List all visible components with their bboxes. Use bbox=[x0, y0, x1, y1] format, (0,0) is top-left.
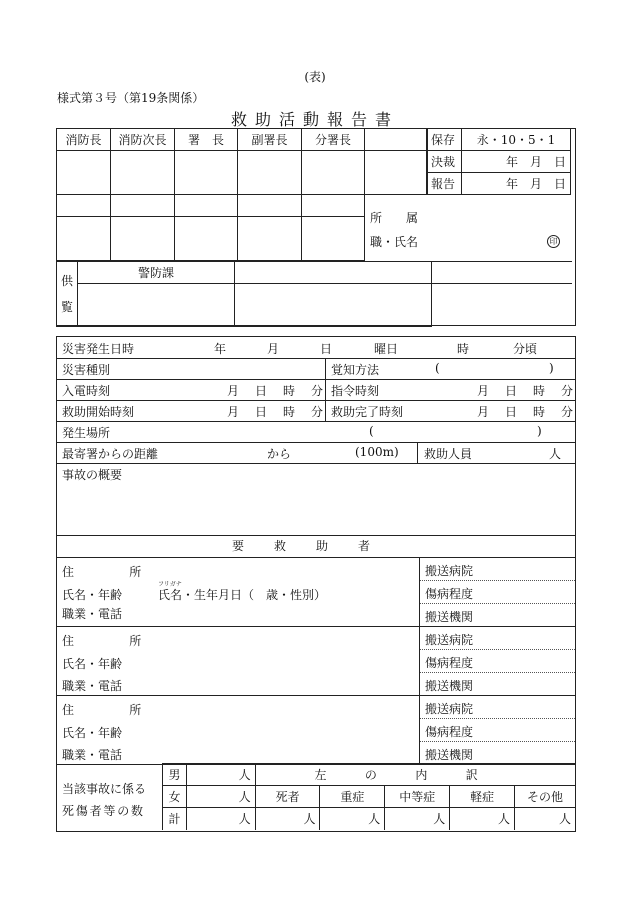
occur-year[interactable]: 年 bbox=[214, 342, 227, 356]
blank-cell bbox=[365, 195, 428, 261]
kakuchi-paren-open: ( bbox=[435, 361, 440, 375]
shozoku-label: 所 属 bbox=[370, 211, 419, 225]
type-row bbox=[57, 358, 575, 380]
t-day[interactable]: 日 bbox=[255, 405, 268, 419]
casualty-block bbox=[57, 764, 575, 831]
victims-title: 要救助者 bbox=[231, 539, 400, 553]
side-label: (表) bbox=[304, 70, 326, 84]
time-row-2 bbox=[57, 400, 575, 422]
retention-table bbox=[426, 128, 571, 195]
cat-shisha: 死者 bbox=[255, 786, 320, 808]
chutosho-count[interactable]: 人 bbox=[385, 808, 450, 830]
role-cell: 副署長 bbox=[238, 129, 302, 151]
keisho-count[interactable]: 人 bbox=[450, 808, 515, 830]
kyoran-stamp[interactable] bbox=[78, 284, 235, 327]
stamp-box[interactable] bbox=[111, 151, 175, 195]
occur-month[interactable]: 月 bbox=[267, 342, 280, 356]
hozon-label: 保存 bbox=[427, 129, 462, 151]
form-id: 様式第３号（第19条関係） bbox=[57, 91, 205, 105]
stamp-box[interactable] bbox=[111, 195, 175, 217]
address-label: 住 所 bbox=[62, 634, 163, 648]
place-label: 発生場所 bbox=[62, 426, 111, 440]
shisha-count[interactable]: 人 bbox=[255, 808, 320, 830]
t-min[interactable]: 分 bbox=[561, 384, 574, 398]
injury-label: 傷病程度 bbox=[425, 725, 474, 739]
t-day[interactable]: 日 bbox=[505, 384, 518, 398]
address-label: 住 所 bbox=[62, 565, 163, 579]
t-hour[interactable]: 時 bbox=[283, 405, 296, 419]
kyoran-cell bbox=[235, 262, 432, 284]
occur-day[interactable]: 日 bbox=[320, 342, 333, 356]
t-day[interactable]: 日 bbox=[505, 405, 518, 419]
name-age-label: 氏名・年齢 bbox=[62, 588, 123, 602]
furigana: フリガナ bbox=[158, 581, 182, 588]
t-day[interactable]: 日 bbox=[255, 384, 268, 398]
end-label: 救助完了時刻 bbox=[331, 405, 404, 419]
stamp-box[interactable] bbox=[175, 151, 238, 195]
casualty-label-2: 死傷者等の数 bbox=[62, 804, 145, 818]
page-title: 救助活動報告書 bbox=[230, 110, 399, 129]
t-hour[interactable]: 時 bbox=[533, 384, 546, 398]
stamp-box[interactable] bbox=[302, 151, 365, 195]
approval-block bbox=[56, 128, 576, 326]
stamp-box[interactable] bbox=[111, 217, 175, 261]
cat-jusho: 重症 bbox=[320, 786, 385, 808]
stamp-box[interactable] bbox=[302, 217, 365, 261]
kakuchi-label: 覚知方法 bbox=[331, 363, 380, 377]
name-age-label: 氏名・年齢 bbox=[62, 726, 123, 740]
occur-hour[interactable]: 時 bbox=[457, 342, 470, 356]
t-month[interactable]: 月 bbox=[477, 405, 490, 419]
hozon-value: 永・10・5・1 bbox=[462, 129, 571, 151]
casualty-table bbox=[162, 763, 575, 830]
nyuden-label: 入電時刻 bbox=[62, 384, 111, 398]
hospital-label: 搬送病院 bbox=[425, 564, 474, 578]
occur-weekday[interactable]: 曜日 bbox=[374, 342, 399, 356]
stamp-box[interactable] bbox=[238, 195, 302, 217]
name-dob: 氏名・生年月日（ 歳・性別） bbox=[158, 588, 327, 602]
cat-chutosho: 中等症 bbox=[385, 786, 450, 808]
time-row-1 bbox=[57, 379, 575, 401]
transport-label: 搬送機関 bbox=[425, 679, 474, 693]
male-label: 男 bbox=[163, 764, 187, 786]
victim-block-2 bbox=[57, 626, 575, 696]
rescued-label: 救助人員 bbox=[424, 447, 473, 461]
kyoran-label: 供覧 bbox=[57, 262, 78, 327]
t-hour[interactable]: 時 bbox=[533, 405, 546, 419]
role-cell: 署 長 bbox=[175, 129, 238, 151]
sonota-count[interactable]: 人 bbox=[515, 808, 575, 830]
role-cell: 分署長 bbox=[302, 129, 365, 151]
breakdown-header: 左の内訳 bbox=[255, 764, 575, 786]
t-min[interactable]: 分 bbox=[311, 405, 324, 419]
t-month[interactable]: 月 bbox=[227, 405, 240, 419]
kyoran-stamp[interactable] bbox=[432, 284, 573, 327]
t-hour[interactable]: 時 bbox=[283, 384, 296, 398]
kakuchi-paren-close: ) bbox=[549, 361, 554, 375]
job-tel-label: 職業・電話 bbox=[62, 679, 123, 693]
seal-mark: 印 bbox=[547, 233, 560, 248]
address-label: 住 所 bbox=[62, 703, 163, 717]
t-min[interactable]: 分 bbox=[561, 405, 574, 419]
stamp-box[interactable] bbox=[57, 217, 111, 261]
distance-label: 最寄署からの距離 bbox=[62, 447, 159, 461]
occur-row bbox=[57, 337, 575, 359]
summary-label: 事故の概要 bbox=[62, 468, 123, 482]
place-paren-close: ) bbox=[537, 424, 542, 438]
occur-minute[interactable]: 分頃 bbox=[513, 342, 538, 356]
unit-100m: (100m) bbox=[355, 445, 399, 459]
t-min[interactable]: 分 bbox=[311, 384, 324, 398]
stamp-box[interactable] bbox=[238, 151, 302, 195]
rescued-unit: 人 bbox=[549, 447, 562, 461]
name-age-label: 氏名・年齢 bbox=[62, 657, 123, 671]
stamp-box[interactable] bbox=[175, 217, 238, 261]
shimei-label: 職・氏名 bbox=[370, 235, 419, 249]
jusho-count[interactable]: 人 bbox=[320, 808, 385, 830]
hospital-label: 搬送病院 bbox=[425, 702, 474, 716]
occur-label: 災害発生日時 bbox=[62, 342, 135, 356]
kessai-label: 決裁 bbox=[427, 151, 462, 173]
kessai-date[interactable]: 年 月 日 bbox=[462, 151, 571, 173]
injury-label: 傷病程度 bbox=[425, 656, 474, 670]
houkoku-label: 報告 bbox=[427, 173, 462, 195]
start-label: 救助開始時刻 bbox=[62, 405, 135, 419]
kyoran-stamp[interactable] bbox=[235, 284, 432, 327]
victim-block-3 bbox=[57, 695, 575, 765]
houkoku-date[interactable]: 年 月 日 bbox=[462, 173, 571, 195]
kyoran-cell bbox=[432, 262, 573, 284]
job-tel-label: 職業・電話 bbox=[62, 607, 123, 621]
stamp-box[interactable] bbox=[57, 195, 111, 217]
job-tel-label: 職業・電話 bbox=[62, 748, 123, 762]
victims-header bbox=[57, 535, 575, 558]
role-cell: 消防次長 bbox=[111, 129, 175, 151]
victim-block-1 bbox=[57, 557, 575, 627]
hospital-label: 搬送病院 bbox=[425, 633, 474, 647]
transport-label: 搬送機関 bbox=[425, 748, 474, 762]
role-cell: 消防長 bbox=[57, 129, 111, 151]
report-form bbox=[56, 336, 576, 832]
kyoran-table bbox=[56, 261, 572, 327]
stamp-box[interactable] bbox=[175, 195, 238, 217]
kara-label: から bbox=[267, 447, 292, 461]
cat-keisho: 軽症 bbox=[450, 786, 515, 808]
stamp-box[interactable] bbox=[365, 151, 428, 195]
type-label: 災害種別 bbox=[62, 363, 111, 377]
place-paren-open: ( bbox=[369, 424, 374, 438]
stamp-box[interactable] bbox=[57, 151, 111, 195]
cat-sonota: その他 bbox=[515, 786, 575, 808]
stamp-box[interactable] bbox=[238, 217, 302, 261]
t-month[interactable]: 月 bbox=[227, 384, 240, 398]
transport-label: 搬送機関 bbox=[425, 610, 474, 624]
injury-label: 傷病程度 bbox=[425, 587, 474, 601]
total-count[interactable]: 人 bbox=[186, 808, 255, 830]
casualty-label-1: 当該事故に係る bbox=[62, 782, 147, 796]
female-label: 女 bbox=[163, 786, 187, 808]
kyoran-dept: 警防課 bbox=[78, 262, 235, 284]
place-row bbox=[57, 421, 575, 443]
t-month[interactable]: 月 bbox=[477, 384, 490, 398]
stamp-box[interactable] bbox=[302, 195, 365, 217]
distance-row bbox=[57, 442, 575, 464]
summary-box[interactable] bbox=[57, 463, 575, 536]
blank-cell bbox=[365, 129, 428, 151]
shirei-label: 指令時刻 bbox=[331, 384, 380, 398]
male-count[interactable]: 人 bbox=[186, 764, 255, 786]
total-label: 計 bbox=[163, 808, 187, 830]
female-count[interactable]: 人 bbox=[186, 786, 255, 808]
